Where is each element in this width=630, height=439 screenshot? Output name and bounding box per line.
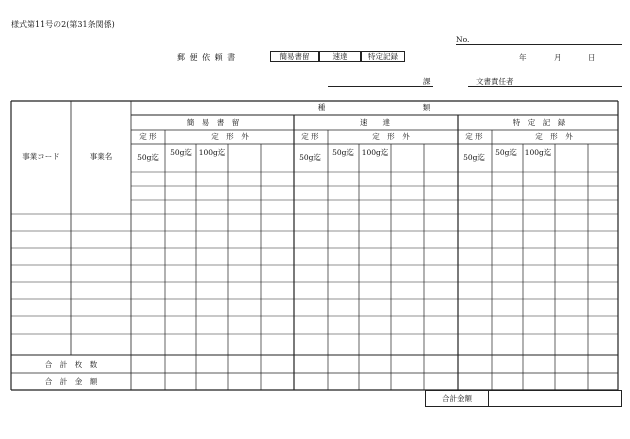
standard-header: 定 形 — [301, 132, 319, 141]
grand-total-value-cell[interactable] — [488, 390, 622, 407]
kind-header: 種 類 — [317, 103, 431, 112]
standard-weight-label: 50g迄 — [299, 153, 321, 162]
weight-label-100g: 100g迄 — [198, 148, 226, 157]
date-year-label: 年 — [519, 53, 527, 62]
standard-header: 定 形 — [139, 132, 157, 141]
no-label: No. — [456, 35, 470, 44]
category-express: 速 達 — [360, 118, 390, 127]
business-code-header: 事業コード — [22, 152, 60, 161]
standard-weight-label: 50g迄 — [137, 153, 159, 162]
service-option-label-tracked: 特定記録 — [368, 52, 398, 61]
standard-weight-label: 50g迄 — [463, 153, 485, 162]
category-tracked: 特 定 記 録 — [512, 118, 566, 127]
standard-header: 定 形 — [465, 132, 483, 141]
weight-label-50g: 50g迄 — [495, 148, 517, 157]
nonstandard-header: 定 形 外 — [372, 132, 410, 141]
business-name-header: 事業名 — [89, 152, 113, 161]
nonstandard-header: 定 形 外 — [211, 132, 249, 141]
table-grid-lines — [11, 101, 618, 390]
nonstandard-header: 定 形 外 — [535, 132, 573, 141]
grand-total-label: 合計金額 — [442, 394, 472, 403]
date-day-label: 日 — [588, 53, 596, 62]
category-registered: 簡 易 書 留 — [186, 118, 240, 127]
weight-label-50g: 50g迄 — [332, 148, 354, 157]
form-title: 郵 便 依 頼 書 — [177, 53, 237, 62]
total-count-label: 合 計 枚 数 — [44, 360, 98, 369]
weight-label-100g: 100g迄 — [361, 148, 389, 157]
weight-label-50g: 50g迄 — [170, 148, 192, 157]
division-label: 課 — [423, 77, 431, 86]
date-month-label: 月 — [554, 53, 562, 62]
weight-label-100g: 100g迄 — [524, 148, 552, 157]
service-option-label-registered: 簡易書留 — [279, 52, 310, 61]
document-officer-label: 文書責任者 — [476, 77, 514, 86]
total-amount-label: 合 計 金 額 — [44, 377, 98, 386]
form-number: 様式第11号の2(第31条関係) — [11, 20, 115, 29]
service-option-label-express: 速達 — [332, 52, 348, 61]
